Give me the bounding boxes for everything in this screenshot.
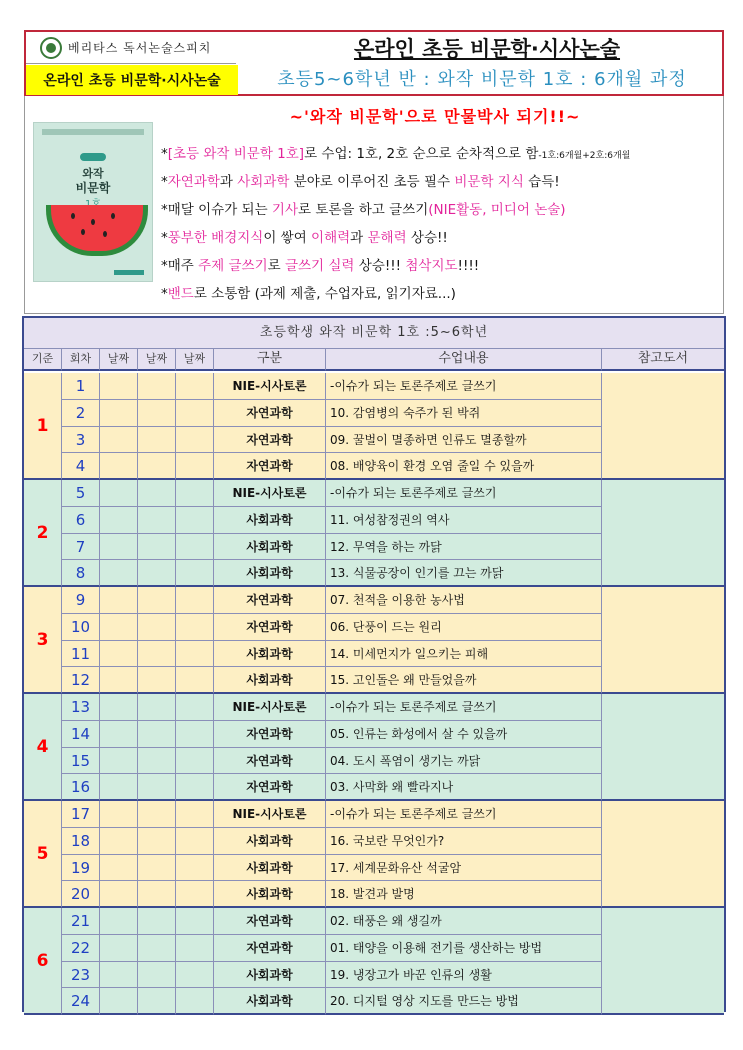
intro-text-run: 기사 [271, 202, 299, 218]
session-number: 21 [62, 908, 100, 935]
category-cell: 사회과학 [214, 962, 326, 989]
intro-text-run: 상승!!! [354, 258, 406, 274]
watermelon-icon [46, 205, 148, 256]
intro-text-run: 주제 글쓰기 [198, 258, 268, 274]
date-cell [176, 641, 214, 668]
date-cell [100, 641, 138, 668]
date-cell [176, 507, 214, 534]
intro-text-run: 비문학 지식 [454, 174, 524, 190]
date-cell [100, 694, 138, 721]
content-cell: 17. 세계문화유산 석굴암 [326, 855, 602, 882]
intro-line [161, 254, 479, 274]
date-cell [176, 480, 214, 507]
date-cell [176, 962, 214, 989]
intro-text-run: 문해력 [367, 230, 407, 246]
intro-text-run: 밴드 [167, 286, 194, 302]
intro-text-run: 분야로 이루어진 초등 필수 [289, 174, 455, 190]
date-cell [138, 855, 176, 882]
session-number: 12 [62, 667, 100, 694]
session-number: 7 [62, 534, 100, 561]
date-cell [176, 935, 214, 962]
col-header-content: 수업내용 [326, 349, 602, 371]
date-cell [138, 667, 176, 694]
content-cell: -이슈가 되는 토론주제로 글쓰기 [326, 373, 602, 400]
intro-text-run: 로 소통함 (과제 제출, 수업자료, 읽기자료...) [193, 286, 456, 302]
session-number: 10 [62, 614, 100, 641]
book-cover-image [33, 122, 153, 282]
date-cell [176, 560, 214, 587]
category-cell: 사회과학 [214, 534, 326, 561]
category-cell: 사회과학 [214, 988, 326, 1015]
book-title-line2: 비문학 [75, 181, 111, 195]
col-header-category: 구분 [214, 349, 326, 371]
curriculum-table [22, 316, 726, 1012]
category-cell: 자연과학 [214, 427, 326, 454]
main-title: 온라인 초등 비문학·시사논술 [353, 37, 621, 61]
group-label: 6 [24, 908, 62, 1015]
session-number: 20 [62, 881, 100, 908]
book-title-line1: 와작 [82, 167, 104, 180]
intro-text-run: 과 [350, 230, 368, 246]
intro-text-run: 자연과학 [167, 174, 220, 190]
date-cell [100, 774, 138, 801]
intro-text-run: (NIE활동, 미디어 논술) [428, 202, 566, 218]
category-cell: 사회과학 [214, 641, 326, 668]
date-cell [100, 935, 138, 962]
content-cell: 19. 냉장고가 바꾼 인류의 생활 [326, 962, 602, 989]
category-cell: 자연과학 [214, 587, 326, 614]
intro-line [161, 282, 456, 302]
group-label: 5 [24, 801, 62, 908]
session-number: 18 [62, 828, 100, 855]
date-cell [176, 774, 214, 801]
date-cell [100, 881, 138, 908]
intro-text-run: * [161, 174, 168, 190]
category-cell: 사회과학 [214, 881, 326, 908]
date-cell [100, 988, 138, 1015]
date-cell [176, 667, 214, 694]
category-cell: 자연과학 [214, 721, 326, 748]
content-cell: 05. 인류는 화성에서 살 수 있을까 [326, 721, 602, 748]
session-number: 1 [62, 373, 100, 400]
date-cell [138, 881, 176, 908]
date-cell [138, 988, 176, 1015]
category-cell: NIE-시사토론 [214, 373, 326, 400]
intro-line [161, 198, 566, 218]
session-number: 5 [62, 480, 100, 507]
intro-text-run: *매달 이슈가 되는 [161, 202, 272, 218]
date-cell [138, 587, 176, 614]
date-cell [176, 908, 214, 935]
category-cell: 사회과학 [214, 667, 326, 694]
intro-text-run: 로 수업: 1호, 2호 순으로 순차적으로 함 [304, 146, 539, 162]
date-cell [100, 534, 138, 561]
category-cell: 사회과학 [214, 855, 326, 882]
date-cell [100, 908, 138, 935]
brand [26, 32, 236, 64]
date-cell [100, 828, 138, 855]
page-header [24, 30, 724, 96]
reference-cell [602, 480, 724, 587]
intro-text-run: 글쓰기 실력 [284, 258, 355, 274]
col-header-date3: 날짜 [176, 349, 214, 371]
date-cell [138, 828, 176, 855]
date-cell [138, 534, 176, 561]
date-cell [176, 453, 214, 480]
category-cell: 사회과학 [214, 507, 326, 534]
session-number: 2 [62, 400, 100, 427]
date-cell [176, 988, 214, 1015]
intro-text-run: * [161, 230, 168, 246]
intro-text-run: 로 [267, 258, 285, 274]
date-cell [100, 560, 138, 587]
book-tag [80, 153, 106, 161]
category-cell: 자연과학 [214, 748, 326, 775]
content-cell: 07. 천적을 이용한 농사법 [326, 587, 602, 614]
intro-text-run: * [161, 146, 168, 162]
content-cell: 12. 무역을 하는 까닭 [326, 534, 602, 561]
group-label: 2 [24, 480, 62, 587]
category-cell: 사회과학 [214, 828, 326, 855]
intro-text-run: *매주 [161, 258, 199, 274]
date-cell [138, 641, 176, 668]
group-label: 1 [24, 373, 62, 480]
group-label: 3 [24, 587, 62, 694]
session-number: 23 [62, 962, 100, 989]
content-cell: 20. 디지털 영상 지도를 만드는 방법 [326, 988, 602, 1015]
date-cell [138, 453, 176, 480]
date-cell [176, 587, 214, 614]
category-cell: NIE-시사토론 [214, 694, 326, 721]
category-cell: 자연과학 [214, 774, 326, 801]
date-cell [138, 801, 176, 828]
date-cell [138, 908, 176, 935]
date-cell [100, 801, 138, 828]
date-cell [138, 935, 176, 962]
date-cell [138, 721, 176, 748]
content-cell: 13. 식물공장이 인기를 끄는 까닭 [326, 560, 602, 587]
session-number: 15 [62, 748, 100, 775]
intro-text-run: [초등 와작 비문학 1호] [167, 146, 305, 162]
session-number: 8 [62, 560, 100, 587]
intro-text-run: !!!! [457, 258, 480, 274]
category-cell: 자연과학 [214, 614, 326, 641]
date-cell [176, 373, 214, 400]
session-number: 19 [62, 855, 100, 882]
date-cell [100, 667, 138, 694]
date-cell [100, 373, 138, 400]
intro-line [161, 142, 630, 162]
session-number: 22 [62, 935, 100, 962]
date-cell [138, 962, 176, 989]
col-header-date1: 날짜 [100, 349, 138, 371]
table-title: 초등학생 와작 비문학 1호 :5~6학년 [24, 318, 724, 349]
reference-cell [602, 908, 724, 1015]
date-cell [100, 962, 138, 989]
date-cell [138, 480, 176, 507]
session-number: 13 [62, 694, 100, 721]
sub-title: 초등5~6학년 반 : 와작 비문학 1호 : 6개월 과정 [277, 69, 687, 90]
date-cell [176, 801, 214, 828]
category-cell: NIE-시사토론 [214, 801, 326, 828]
reference-cell [602, 694, 724, 801]
book-top-band [42, 129, 144, 135]
brand-name: 베리타스 독서논술스피치 [68, 41, 212, 55]
content-cell: 15. 고인돌은 왜 만들었을까 [326, 667, 602, 694]
content-cell: 18. 발견과 발명 [326, 881, 602, 908]
col-header-date2: 날짜 [138, 349, 176, 371]
date-cell [100, 453, 138, 480]
session-number: 4 [62, 453, 100, 480]
content-cell: -이슈가 되는 토론주제로 글쓰기 [326, 480, 602, 507]
intro-text-run: 사회과학 [237, 174, 290, 190]
intro-text-run: * [161, 286, 168, 302]
date-cell [176, 881, 214, 908]
session-number: 14 [62, 721, 100, 748]
date-cell [138, 507, 176, 534]
book-publisher-mark [114, 270, 144, 275]
date-cell [100, 427, 138, 454]
content-cell: 09. 꿀벌이 멸종하면 인류도 멸종할까 [326, 427, 602, 454]
content-cell: -이슈가 되는 토론주제로 글쓰기 [326, 694, 602, 721]
content-cell: 14. 미세먼지가 일으키는 피해 [326, 641, 602, 668]
session-number: 16 [62, 774, 100, 801]
reference-cell [602, 587, 724, 694]
content-cell: 10. 감염병의 숙주가 된 박쥐 [326, 400, 602, 427]
content-cell: 06. 단풍이 드는 원리 [326, 614, 602, 641]
date-cell [138, 400, 176, 427]
category-cell: 사회과학 [214, 560, 326, 587]
group-label: 4 [24, 694, 62, 801]
session-number: 9 [62, 587, 100, 614]
content-cell: 04. 도시 폭염이 생기는 까닭 [326, 748, 602, 775]
date-cell [176, 694, 214, 721]
brand-logo-icon [40, 37, 62, 59]
category-cell: 자연과학 [214, 400, 326, 427]
intro-line [161, 226, 448, 246]
col-header-reference: 참고도서 [602, 349, 724, 371]
date-cell [176, 427, 214, 454]
category-cell: 자연과학 [214, 453, 326, 480]
category-cell: NIE-시사토론 [214, 480, 326, 507]
date-cell [138, 560, 176, 587]
course-badge: 온라인 초등 비문학·시사논술 [26, 65, 238, 95]
content-cell: 01. 태양을 이용해 전기를 생산하는 방법 [326, 935, 602, 962]
date-cell [176, 828, 214, 855]
reference-cell [602, 373, 724, 480]
intro-text-run: 첨삭지도 [405, 258, 458, 274]
intro-text-run: -1호:6개월+2호:6개월 [538, 151, 631, 161]
session-number: 24 [62, 988, 100, 1015]
intro-text-run: 이해력 [311, 230, 351, 246]
date-cell [100, 614, 138, 641]
date-cell [138, 774, 176, 801]
date-cell [100, 721, 138, 748]
date-cell [100, 480, 138, 507]
date-cell [138, 694, 176, 721]
category-cell: 자연과학 [214, 935, 326, 962]
date-cell [176, 534, 214, 561]
reference-cell [602, 801, 724, 908]
content-cell: 08. 배양육이 환경 오염 줄일 수 있을까 [326, 453, 602, 480]
date-cell [138, 748, 176, 775]
intro-line [161, 170, 560, 190]
content-cell: 02. 태풍은 왜 생길까 [326, 908, 602, 935]
intro-text-run: 습득! [523, 174, 560, 190]
date-cell [100, 855, 138, 882]
date-cell [138, 427, 176, 454]
date-cell [176, 748, 214, 775]
date-cell [176, 614, 214, 641]
intro-text-run: 이 쌓여 [263, 230, 312, 246]
content-cell: 11. 여성참정권의 역사 [326, 507, 602, 534]
date-cell [176, 400, 214, 427]
session-number: 6 [62, 507, 100, 534]
intro-section [24, 96, 724, 314]
date-cell [100, 587, 138, 614]
date-cell [100, 400, 138, 427]
content-cell: -이슈가 되는 토론주제로 글쓰기 [326, 801, 602, 828]
col-header-group: 기준 [24, 349, 62, 371]
session-number: 17 [62, 801, 100, 828]
content-cell: 16. 국보란 무엇인가? [326, 828, 602, 855]
category-cell: 자연과학 [214, 908, 326, 935]
intro-text-run: 풍부한 배경지식 [167, 230, 264, 246]
session-number: 11 [62, 641, 100, 668]
date-cell [100, 748, 138, 775]
intro-text-run: 상승!! [406, 230, 448, 246]
date-cell [176, 721, 214, 748]
intro-text-run: 로 토론을 하고 글쓰기 [298, 202, 429, 218]
intro-text-run: 과 [219, 174, 238, 190]
content-cell: 03. 사막화 왜 빨라지나 [326, 774, 602, 801]
col-header-session: 회차 [62, 349, 100, 371]
intro-headline: ~'와작 비문학'으로 만물박사 되기!!~ [289, 107, 581, 126]
date-cell [100, 507, 138, 534]
session-number: 3 [62, 427, 100, 454]
date-cell [138, 373, 176, 400]
date-cell [176, 855, 214, 882]
date-cell [138, 614, 176, 641]
